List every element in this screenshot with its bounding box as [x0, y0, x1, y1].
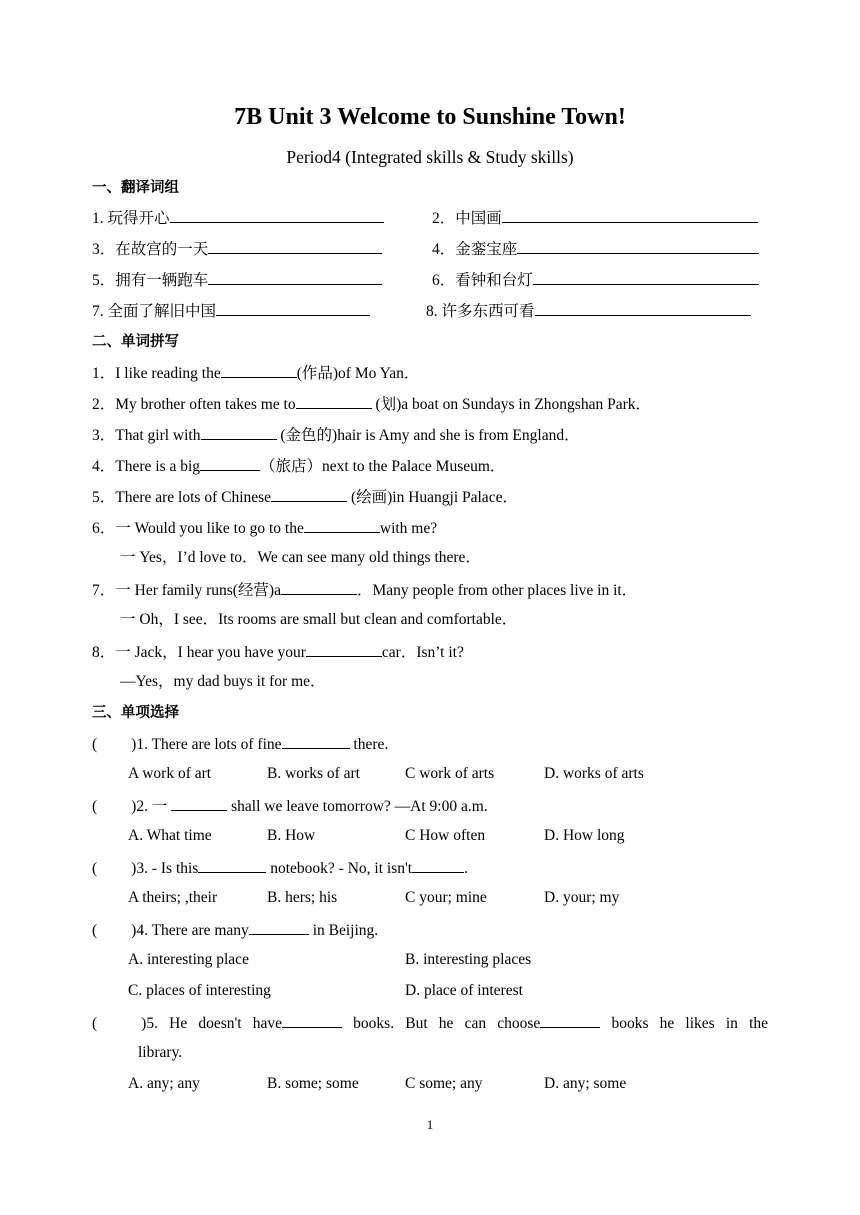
answer-blank[interactable] — [296, 393, 372, 409]
answer-blank[interactable] — [221, 362, 297, 378]
option-a[interactable]: A theirs; ,their — [128, 889, 218, 906]
page-number: 1 — [426, 1117, 434, 1132]
list-item: 3．在故宫的一天 — [92, 238, 382, 260]
list-item: 1．I like reading the (作品)of Mo Yan． — [92, 362, 419, 384]
answer-blank[interactable] — [200, 455, 260, 471]
list-item: 一 Oh，I see．Its rooms are small but clean and comfortable． — [120, 611, 518, 628]
list-item: 4．金銮宝座 — [432, 238, 759, 260]
answer-blank[interactable] — [306, 641, 382, 657]
answer-blank[interactable] — [282, 1012, 342, 1028]
answer-blank[interactable] — [304, 517, 380, 533]
list-item: 8．一 Jack，I hear you have your car．Isn’t it? — [92, 641, 464, 663]
list-item: 8. 许多东西可看 — [426, 300, 751, 322]
list-item: 5．拥有一辆跑车 — [92, 269, 382, 291]
question: ( )4. There are many in Beijing. — [92, 919, 378, 941]
answer-blank[interactable] — [517, 238, 759, 254]
option-c[interactable]: C work of arts — [405, 765, 495, 782]
list-item: 2．My brother often takes me to (划)a boat on Sundays in Zhongshan Park． — [92, 393, 651, 415]
option-d[interactable]: D. any; some — [544, 1075, 627, 1092]
question: ( )1. There are lots of fine there. — [92, 733, 388, 755]
option-a[interactable]: A work of art — [128, 765, 212, 782]
option-d[interactable]: D. your; my — [544, 889, 620, 906]
option-d[interactable]: D. works of arts — [544, 765, 644, 782]
question: ( )3. - Is this notebook? - No, it isn't . — [92, 857, 468, 879]
question-continuation: library. — [138, 1044, 183, 1061]
list-item: 5．There are lots of Chinese (绘画)in Huangji Palace． — [92, 486, 518, 508]
page-subtitle: Period4 (Integrated skills & Study skills) — [286, 147, 574, 167]
option-c[interactable]: C your; mine — [405, 889, 487, 906]
list-item: 4．There is a big （旅店）next to the Palace Museum． — [92, 455, 505, 477]
list-item: —Yes，my dad buys it for me． — [120, 673, 326, 690]
option-b[interactable]: B. How — [267, 827, 316, 844]
option-d[interactable]: D. How long — [544, 827, 625, 844]
list-item: 7. 全面了解旧中国 — [92, 300, 370, 322]
answer-blank[interactable] — [282, 733, 350, 749]
option-a[interactable]: A. What time — [128, 827, 212, 844]
answer-blank[interactable] — [533, 269, 759, 285]
answer-blank[interactable] — [208, 269, 382, 285]
option-d[interactable]: D. place of interest — [405, 982, 523, 999]
option-b[interactable]: B. some; some — [267, 1075, 359, 1092]
option-c[interactable]: C How often — [405, 827, 486, 844]
option-a[interactable]: A. interesting place — [128, 951, 249, 968]
section-heading: 一、翻译词组 — [92, 180, 179, 196]
option-a[interactable]: A. any; any — [128, 1075, 200, 1092]
section-heading: 二、单词拼写 — [92, 334, 179, 350]
list-item: 一 Yes，I’d love to．We can see many old things there． — [120, 549, 481, 566]
option-c[interactable]: C. places of interesting — [128, 982, 271, 999]
answer-blank[interactable] — [540, 1012, 600, 1028]
page-title: 7B Unit 3 Welcome to Sunshine Town! — [234, 104, 626, 130]
answer-blank[interactable] — [198, 857, 266, 873]
answer-blank[interactable] — [216, 300, 370, 316]
list-item: 2．中国画 — [432, 207, 758, 229]
section-heading: 三、单项选择 — [92, 705, 179, 721]
answer-blank[interactable] — [535, 300, 751, 316]
answer-blank[interactable] — [249, 919, 309, 935]
option-c[interactable]: C some; any — [405, 1075, 483, 1092]
answer-blank[interactable] — [171, 795, 227, 811]
option-b[interactable]: B. interesting places — [405, 951, 532, 968]
list-item: 6．看钟和台灯 — [432, 269, 759, 291]
list-item: 7．一 Her family runs(经营)a ．Many people from other places live in it． — [92, 579, 637, 601]
question: ( )2. 一 shall we leave tomorrow? —At 9:00 a.m. — [92, 795, 488, 817]
question: ( )5. He doesn't have books. But he can choose books he likes in the — [92, 1012, 768, 1034]
option-b[interactable]: B. hers; his — [267, 889, 338, 906]
answer-blank[interactable] — [170, 207, 384, 223]
list-item: 1. 玩得开心 — [92, 207, 384, 229]
list-item: 6．一 Would you like to go to the with me? — [92, 517, 437, 539]
answer-blank[interactable] — [271, 486, 347, 502]
answer-blank[interactable] — [412, 857, 464, 873]
answer-blank[interactable] — [281, 579, 357, 595]
answer-blank[interactable] — [502, 207, 758, 223]
answer-blank[interactable] — [208, 238, 382, 254]
answer-blank[interactable] — [201, 424, 277, 440]
list-item: 3．That girl with (金色的)hair is Amy and she is from England． — [92, 424, 580, 446]
option-b[interactable]: B. works of art — [267, 765, 360, 782]
